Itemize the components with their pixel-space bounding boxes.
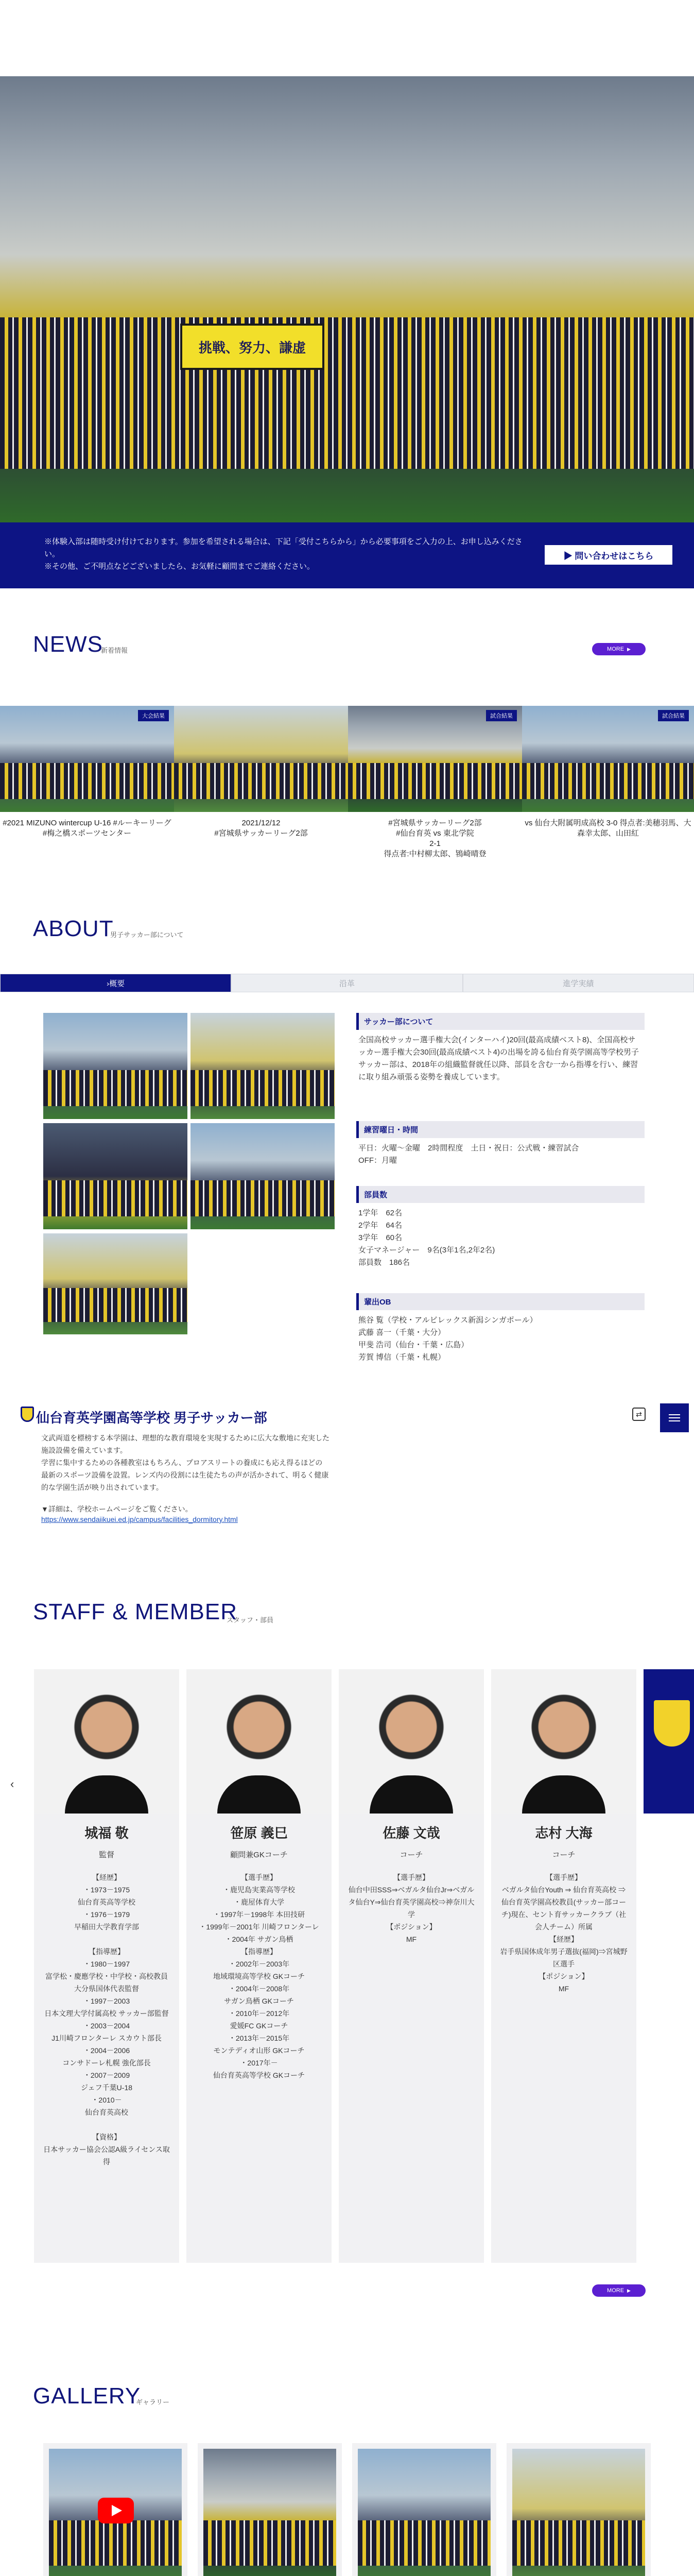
news-item[interactable] bbox=[522, 706, 694, 871]
news-caption: 2021/12/12 #宮城県サッカーリーグ2部 bbox=[214, 819, 308, 838]
about-photo bbox=[190, 1123, 335, 1229]
school-name: 仙台育英学園高等学校 男子サッカー部 bbox=[36, 1410, 267, 1426]
about-photo bbox=[43, 1233, 187, 1334]
news-item[interactable] bbox=[0, 706, 174, 871]
play-icon bbox=[98, 2498, 134, 2523]
info-text: 全国高校サッカー選手権大会(インターハイ)20回(最高成績ベスト8)、全国高校サッカー選手権大会30回(最高成績ベスト4)の出場を誇る仙台育英学園高等学校男子サッカー部は、2018年の組織監督就任以降、部員を含む一から指導を行い、練習に取り組み頑張る姿勢を養成しています。 bbox=[358, 1036, 639, 1081]
news-title: NEWS bbox=[33, 632, 103, 657]
translate-icon[interactable]: ⇄ bbox=[632, 1408, 646, 1421]
staff-title: STAFF & MEMBER bbox=[33, 1599, 237, 1624]
news-item[interactable] bbox=[348, 706, 522, 871]
about-tabs bbox=[0, 974, 694, 992]
about-photo bbox=[43, 1123, 187, 1229]
news-subtitle: 新着情報 bbox=[101, 647, 128, 654]
menu-icon bbox=[669, 1417, 680, 1418]
contact-button[interactable]: ▶ 問い合わせはこちら bbox=[545, 545, 672, 565]
info-block bbox=[356, 1186, 645, 1273]
staff-name: 城福 敬 bbox=[84, 1825, 129, 1841]
school-emblem-icon bbox=[654, 1700, 690, 1747]
staff-more-button[interactable]: MORE ▶ bbox=[592, 2284, 646, 2297]
tab-results[interactable]: 進学実績 bbox=[463, 974, 694, 992]
tab-history[interactable]: 沿革 bbox=[231, 974, 462, 992]
menu-button[interactable] bbox=[660, 1403, 689, 1432]
hero-notice-banner bbox=[0, 522, 694, 588]
hero-photo bbox=[0, 76, 694, 522]
info-block bbox=[356, 1013, 645, 1088]
staff-card[interactable] bbox=[34, 1669, 179, 2263]
news-caption: vs 仙台大附属明成高校 3-0 得点者:美穂羽馬、大森幸太郎、山田紅 bbox=[525, 819, 691, 838]
staff-name: 志村 大海 bbox=[535, 1825, 593, 1841]
news-more-button[interactable]: MORE ▶ bbox=[592, 643, 646, 655]
staff-bio: 【経歴】 ・1973－1975 仙台育英高等学校 ・1976－1979 早稲田大学教育学部 【指導歴】 ・1980－1997 富学松・慶應学校・中学校・高校教員 大分県国体代表監督 ・1997－2003 日本文理大学付属高校 サッカー部監督 ・2003－2004 J1川崎フロンターレ スカウト部長 ・2004－2006 コンサドーレ札幌 強化部長 ・2007－2009 ジェフ千葉U-18 ・2010－ 仙台育英高校 【資格】 日本サッカー協会公認A級ライセンス取得 bbox=[43, 1873, 170, 2166]
school-emblem-icon bbox=[21, 1406, 34, 1422]
about-photo bbox=[43, 1013, 187, 1119]
gallery-item[interactable] bbox=[352, 2443, 496, 2576]
staff-card[interactable] bbox=[491, 1669, 636, 2263]
staff-role: コーチ bbox=[400, 1851, 423, 1859]
staff-card-partial[interactable] bbox=[644, 1669, 694, 1814]
arrow-right-icon: ▶ bbox=[627, 646, 631, 652]
gallery-item[interactable] bbox=[43, 2443, 187, 2576]
chevron-left-icon[interactable]: ‹ bbox=[10, 1777, 14, 1790]
news-caption: #2021 MIZUNO wintercup U-16 #ルーキーリーグ #梅之橋スポーツセンター bbox=[3, 819, 171, 838]
staff-bio: 【選手歴】 仙台中田SSS⇒ベガルタ仙台Jr⇒ベガルタ仙台Y⇒仙台育英学園高校⇒神奈川大学 【ポジション】 MF bbox=[348, 1873, 475, 1943]
staff-bio: 【選手歴】 ・鹿児島実業高等学校 ・鹿屋体育大学 ・1997年－1998年 本田技研 ・1999年－2001年 川崎フロンターレ ・2004年 サガン鳥栖 【指導歴】 ・2002年－2003年 地域環境高等学校 GKコーチ ・2004年－2008年 サガン鳥栖 GKコーチ ・2010年－2012年 愛媛FC GKコーチ ・2013年－2015年 モンテディオ山形 GKコーチ ・2017年－ 仙台育英高等学校 GKコーチ bbox=[199, 1873, 319, 2079]
staff-name: 佐藤 文哉 bbox=[383, 1825, 440, 1841]
gallery-item[interactable] bbox=[507, 2443, 651, 2576]
about-title: ABOUT bbox=[33, 916, 114, 941]
about-photo bbox=[190, 1013, 335, 1119]
info-block bbox=[356, 1293, 645, 1368]
news-tag: 試合結果 bbox=[658, 710, 689, 721]
info-heading: 練習曜日・時間 bbox=[356, 1121, 645, 1138]
info-block bbox=[356, 1121, 645, 1171]
info-heading: サッカー部について bbox=[356, 1013, 645, 1030]
info-text: 熊谷 覧（学校・アルビレックス新潟シンガポール） 武藤 喜一（千葉・大分） 甲斐 浩司（仙台・千葉・広島） 芳賀 博信（千葉・札幌） bbox=[358, 1316, 537, 1362]
staff-role: 顧問兼GKコーチ bbox=[230, 1851, 288, 1859]
school-link[interactable]: https://www.sendaiikuei.ed.jp/campus/facilities_dormitory.html bbox=[41, 1515, 238, 1523]
school-link-label: ▼詳細は、学校ホームページをご覧ください。 bbox=[41, 1505, 193, 1513]
staff-photo bbox=[491, 1669, 636, 1814]
gallery-item[interactable] bbox=[198, 2443, 342, 2576]
hero-notice: ※体験入部は随時受け付けております。参加を希望される場合は、下記「受付こちらから」から必要事項をご入力の上、お申し込みください。 ※その他、ご不明点などございましたら、お気軽に顧問までご連絡ください。 bbox=[44, 537, 523, 571]
staff-photo bbox=[186, 1669, 332, 1814]
gallery-subtitle: ギャラリー bbox=[136, 2398, 170, 2406]
hero-team-banner: 挑戦、努力、謙虚 bbox=[180, 324, 324, 370]
staff-role: 監督 bbox=[98, 1851, 114, 1859]
school-info bbox=[21, 1389, 329, 1523]
news-caption: #宮城県サッカーリーグ2部 #仙台育英 vs 東北学院 2-1 得点者:中村柳太郎、鴇崎晴登 bbox=[384, 819, 487, 858]
news-tag: 試合結果 bbox=[486, 710, 517, 721]
tab-overview[interactable]: ›概要 bbox=[0, 974, 231, 992]
school-description: 文武両道を標榜する本学園は、理想的な教育環境を実現するために広大な敷地に充実した施設設備を備えています。 学習に集中するための各種教室はもちろん、プロアスリートの養成にも応え得るほどの最新のスポーツ設備を設置。レンズ内の役割には生徒たちの声が活かされて、明るく健康的な学園生活が映り出されています。 bbox=[41, 1434, 329, 1492]
gallery-title: GALLERY bbox=[33, 2383, 141, 2409]
staff-card[interactable] bbox=[186, 1669, 332, 2263]
info-text: 平日：火曜〜金曜 2時間程度 土日・祝日：公式戦・練習試合 OFF：月曜 bbox=[358, 1144, 579, 1165]
staff-role: コーチ bbox=[552, 1851, 576, 1859]
staff-photo bbox=[34, 1669, 179, 1814]
news-tag: 大会結果 bbox=[138, 710, 169, 721]
about-subtitle: 男子サッカー部について bbox=[110, 931, 184, 939]
info-heading: 部員数 bbox=[356, 1186, 645, 1203]
info-text: 1学年 62名 2学年 64名 3学年 60名 女子マネージャー 9名(3年1名,2年2名) 部員数 186名 bbox=[358, 1209, 495, 1267]
staff-bio: 【選手歴】 ベガルタ仙台Youth ⇒ 仙台育英高校 ⇒ 仙台育英学園高校教員(サッカー部コーチ)現在、セント育サッカークラブ（社会人チーム）所属 【経歴】 岩手県国体成年男子選抜(福岡)⇒宮城野区選手 【ポジション】 MF bbox=[500, 1873, 628, 1993]
arrow-right-icon: ▶ bbox=[627, 2287, 631, 2293]
staff-subtitle: スタッフ・部員 bbox=[227, 1616, 274, 1624]
staff-name: 笹原 義巳 bbox=[230, 1825, 288, 1841]
staff-card[interactable] bbox=[339, 1669, 484, 2263]
news-item[interactable] bbox=[174, 706, 348, 871]
staff-photo bbox=[339, 1669, 484, 1814]
info-heading: 輩出OB bbox=[356, 1293, 645, 1310]
